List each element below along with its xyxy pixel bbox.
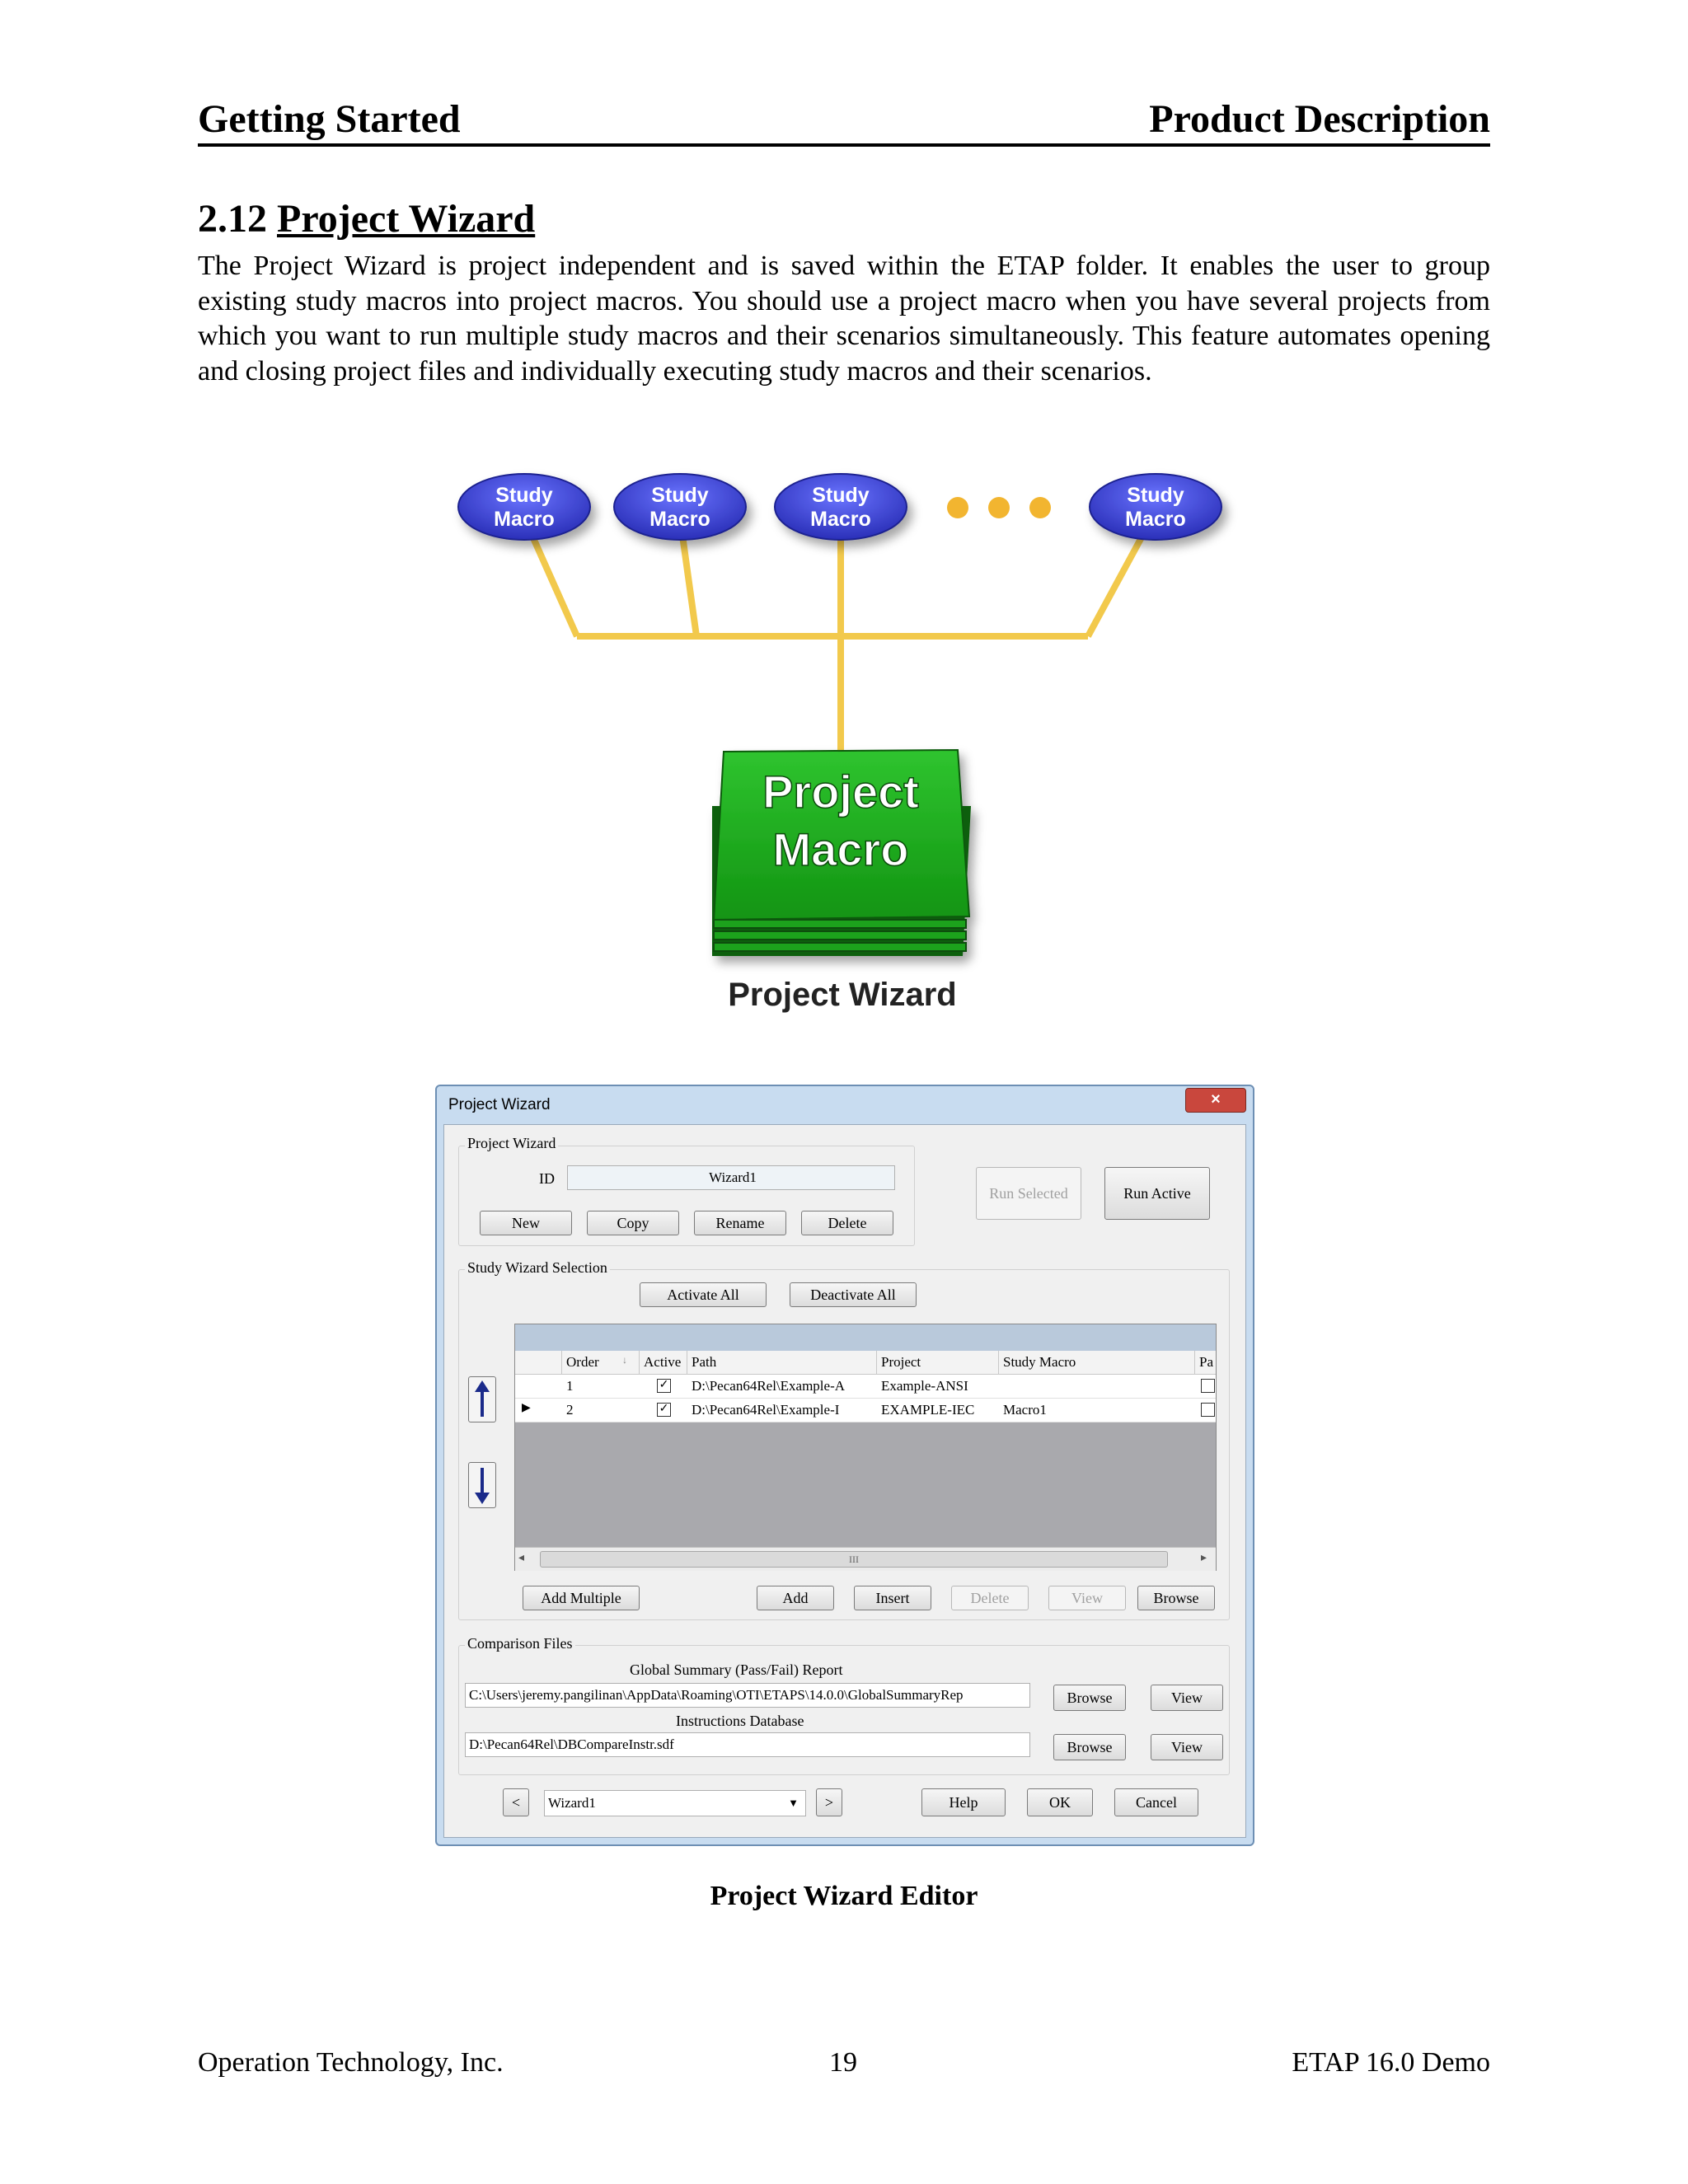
instructions-database-path-input[interactable]: D:\Pecan64Rel\DBCompareInstr.sdf xyxy=(465,1732,1030,1757)
browse-row-button[interactable]: Browse xyxy=(1137,1586,1215,1610)
svg-text:Macro: Macro xyxy=(1125,508,1186,531)
next-wizard-button[interactable]: > xyxy=(816,1788,842,1816)
col-order[interactable]: Order xyxy=(566,1354,599,1370)
footer-company: Operation Technology, Inc. xyxy=(198,2047,504,2078)
col-active[interactable]: Active xyxy=(644,1354,682,1370)
study-macro-node-3 xyxy=(775,474,907,540)
row2-path: D:\Pecan64Rel\Example-I xyxy=(692,1402,840,1418)
previous-wizard-button[interactable]: < xyxy=(503,1788,529,1816)
new-button[interactable]: New xyxy=(480,1211,572,1235)
diagram-label: Project Wizard xyxy=(728,977,957,1013)
close-button[interactable]: × xyxy=(1185,1088,1246,1113)
section-title: Project Wizard xyxy=(277,197,536,241)
row-pointer-icon: ▶ xyxy=(522,1402,531,1414)
ok-button[interactable]: OK xyxy=(1027,1788,1093,1816)
col-path[interactable]: Path xyxy=(692,1354,717,1370)
sort-icon: ↓ xyxy=(622,1354,627,1366)
row1-pa-checkbox[interactable] xyxy=(1201,1379,1215,1393)
project-macro-box xyxy=(712,750,971,956)
wizard-select-value: Wizard1 xyxy=(548,1795,596,1811)
col-project[interactable]: Project xyxy=(881,1354,921,1370)
svg-text:Macro: Macro xyxy=(810,508,871,531)
figure-caption: Project Wizard Editor xyxy=(710,1881,978,1911)
study-wizard-selection-label: Study Wizard Selection xyxy=(465,1259,610,1277)
svg-text:Macro: Macro xyxy=(772,823,909,875)
svg-text:Macro: Macro xyxy=(494,508,555,531)
copy-button[interactable]: Copy xyxy=(587,1211,679,1235)
row2-project: EXAMPLE-IEC xyxy=(881,1402,975,1418)
arrow-up-icon xyxy=(469,1377,495,1422)
horizontal-scrollbar[interactable] xyxy=(515,1547,1216,1571)
cancel-button[interactable]: Cancel xyxy=(1114,1788,1198,1816)
col-pa[interactable]: Pa xyxy=(1199,1354,1213,1370)
study-macro-node-4 xyxy=(1090,474,1221,540)
global-summary-label: Global Summary (Pass/Fail) Report xyxy=(630,1661,843,1678)
study-macro-node-1 xyxy=(458,474,590,540)
global-summary-path-input[interactable]: C:\Users\jeremy.pangilinan\AppData\Roaming\OTI\ETAPS\14.0.0\GlobalSummaryRep xyxy=(465,1683,1030,1708)
comparison-files-label: Comparison Files xyxy=(465,1635,575,1652)
svg-text:Project: Project xyxy=(762,766,919,818)
run-active-button[interactable]: Run Active xyxy=(1104,1167,1210,1220)
svg-text:Study: Study xyxy=(1127,484,1184,507)
row1-project: Example-ANSI xyxy=(881,1378,968,1394)
project-wizard-group-label: Project Wizard xyxy=(465,1135,558,1152)
move-up-button[interactable] xyxy=(468,1376,496,1422)
header-left: Getting Started xyxy=(198,97,461,141)
footer-page-number: 19 xyxy=(829,2047,857,2078)
header-right: Product Description xyxy=(1149,97,1490,141)
activate-all-button[interactable]: Activate All xyxy=(640,1282,767,1307)
study-macro-node-2 xyxy=(614,474,746,540)
add-button[interactable]: Add xyxy=(757,1586,834,1610)
svg-text:Study: Study xyxy=(495,484,553,507)
section-heading xyxy=(198,196,535,241)
row1-order: 1 xyxy=(566,1378,574,1394)
instructions-view-button[interactable]: View xyxy=(1151,1734,1223,1760)
global-summary-browse-button[interactable]: Browse xyxy=(1053,1685,1126,1711)
table-row[interactable] xyxy=(515,1399,1216,1422)
scroll-left-icon[interactable]: ◂ xyxy=(518,1552,525,1564)
intro-paragraph: The Project Wizard is project independent and is saved within the ETAP folder. It enables the user to group existing study macros into project macros. You should use a project macro when you have several projects from which you want to run multiple study macros and their scenarios simultaneously. This feature automates opening and closing project files and individually executing study macros and their scenarios. xyxy=(198,251,1490,387)
delete-row-button[interactable]: Delete xyxy=(951,1586,1029,1610)
svg-text:Macro: Macro xyxy=(649,508,710,531)
table-row[interactable] xyxy=(515,1375,1216,1399)
deactivate-all-button[interactable]: Deactivate All xyxy=(790,1282,917,1307)
section-number: 2.12 xyxy=(198,197,267,241)
scroll-right-icon[interactable]: ▸ xyxy=(1201,1552,1207,1564)
svg-text:Study: Study xyxy=(651,484,709,507)
connector-lines xyxy=(524,518,1152,752)
add-multiple-button[interactable]: Add Multiple xyxy=(523,1586,640,1610)
row2-active-checkbox[interactable]: ✓ xyxy=(657,1403,671,1417)
help-button[interactable]: Help xyxy=(921,1788,1006,1816)
row2-order: 2 xyxy=(566,1402,574,1418)
instructions-database-label: Instructions Database xyxy=(676,1713,804,1729)
view-row-button[interactable]: View xyxy=(1048,1586,1126,1610)
instructions-browse-button[interactable]: Browse xyxy=(1053,1734,1126,1760)
footer-product: ETAP 16.0 Demo xyxy=(1292,2047,1490,2078)
page-header xyxy=(198,97,1490,147)
wizard-select[interactable] xyxy=(544,1790,806,1816)
insert-button[interactable]: Insert xyxy=(854,1586,931,1610)
grid-top-band xyxy=(515,1324,1216,1351)
project-wizard-diagram xyxy=(445,462,1245,1038)
ellipsis-dots xyxy=(947,497,1051,518)
study-wizard-grid[interactable] xyxy=(514,1324,1217,1571)
run-selected-button[interactable]: Run Selected xyxy=(976,1167,1081,1220)
col-study-macro[interactable]: Study Macro xyxy=(1003,1354,1076,1370)
id-label: ID xyxy=(539,1170,555,1187)
svg-text:Study: Study xyxy=(812,484,870,507)
delete-wizard-button[interactable]: Delete xyxy=(801,1211,893,1235)
row1-path: D:\Pecan64Rel\Example-A xyxy=(692,1378,846,1394)
arrow-down-icon xyxy=(469,1463,495,1507)
row2-pa-checkbox[interactable] xyxy=(1201,1403,1215,1417)
move-down-button[interactable] xyxy=(468,1462,496,1508)
row1-active-checkbox[interactable]: ✓ xyxy=(657,1379,671,1393)
chevron-down-icon: ▼ xyxy=(788,1797,799,1809)
scroll-thumb[interactable]: III xyxy=(540,1551,1168,1568)
rename-button[interactable]: Rename xyxy=(694,1211,786,1235)
grid-header-row xyxy=(515,1351,1216,1375)
dialog-title: Project Wizard xyxy=(448,1096,551,1113)
id-input[interactable]: Wizard1 xyxy=(567,1165,895,1190)
global-summary-view-button[interactable]: View xyxy=(1151,1685,1223,1711)
row2-macro: Macro1 xyxy=(1003,1402,1047,1418)
